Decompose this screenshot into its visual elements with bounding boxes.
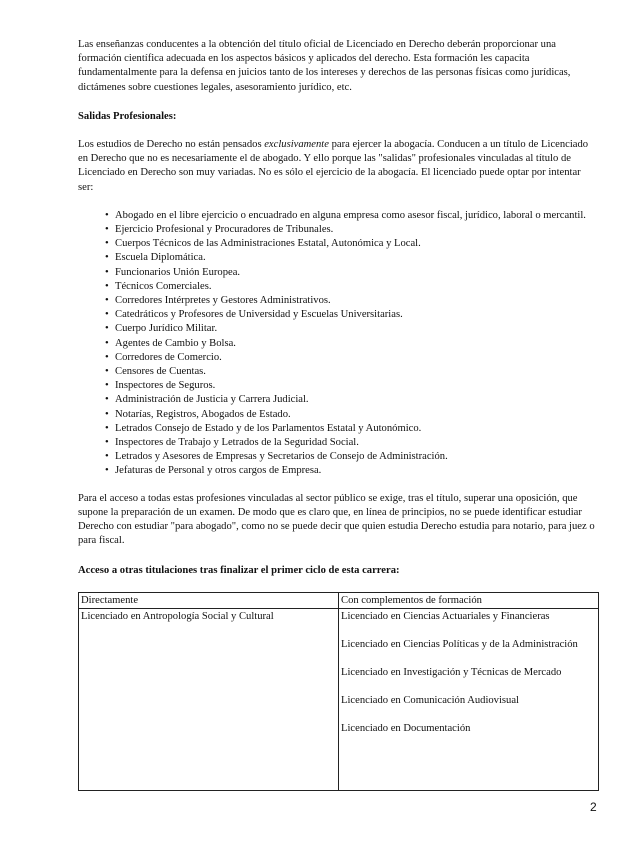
closing-paragraph: Para el acceso a todas estas profesiones vinculadas al sector público se exige, tras el título, superar una oposición, que supone la preparación de un examen. De modo que es claro que, en línea de principios, no se puede identificar estudiar Derecho con estudiar "para abogado", como no se puede decir que quien estudia Derecho estudia para notario, para juez o para fiscal.: [78, 492, 595, 547]
table-header-row: [79, 592, 599, 608]
list-item: • Censores de Cuentas.: [115, 365, 598, 379]
table-cell-item: Licenciado en Documentación: [341, 722, 471, 734]
table-cell-complementos: [339, 608, 599, 790]
table-header-directamente: Directamente: [79, 592, 339, 608]
salidas-heading: Salidas Profesionales:: [78, 110, 177, 122]
table-cell-directamente: [79, 608, 339, 790]
list-item: • Abogado en el libre ejercicio o encuadrado en alguna empresa como asesor fiscal, jurídico, laboral o mercantil.: [115, 209, 598, 223]
table-cell-item: Licenciado en Ciencias Actuariales y Financieras: [341, 610, 550, 622]
salidas-text-after: para ejercer la abogacía. Conducen a un título de Licenciado en Derecho que no es necesariamente el de abogado. Y ello porque las "salidas" profesionales vinculadas al título de Licenciado en Derecho son muy variadas. No es sólo el ejercicio de la abogacía. El licenciado puede optar por intentar ser:: [78, 139, 589, 193]
list-item: • Letrados y Asesores de Empresas y Secretarios de Consejo de Administración.: [115, 450, 598, 464]
acceso-heading: Acceso a otras titulaciones tras finalizar el primer ciclo de esta carrera:: [78, 564, 400, 576]
list-item: • Cuerpo Jurídico Militar.: [115, 322, 598, 336]
list-item: • Administración de Justicia y Carrera Judicial.: [115, 393, 598, 407]
table-cell-item: Licenciado en Antropología Social y Cultural: [81, 610, 274, 622]
table-header-complementos: Con complementos de formación: [339, 592, 599, 608]
professions-list: [78, 209, 598, 479]
page-number: 2: [590, 800, 597, 814]
list-item: • Letrados Consejo de Estado y de los Parlamentos Estatal y Autonómico.: [115, 422, 598, 436]
table-cell-item: Licenciado en Investigación y Técnicas de Mercado: [341, 666, 562, 678]
titulaciones-table: [78, 592, 599, 791]
list-item: • Agentes de Cambio y Bolsa.: [115, 337, 598, 351]
list-item: • Ejercicio Profesional y Procuradores de Tribunales.: [115, 223, 598, 237]
list-item: • Jefaturas de Personal y otros cargos de Empresa.: [115, 464, 598, 478]
salidas-paragraph: [78, 138, 598, 195]
list-item: • Corredores Intérpretes y Gestores Administrativos.: [115, 294, 598, 308]
list-item: • Catedráticos y Profesores de Universidad y Escuelas Universitarias.: [115, 308, 598, 322]
document-page: [78, 38, 598, 791]
list-item: • Cuerpos Técnicos de las Administraciones Estatal, Autonómica y Local.: [115, 237, 598, 251]
list-item: • Corredores de Comercio.: [115, 351, 598, 365]
table-cell-item: Licenciado en Ciencias Políticas y de la Administración: [341, 638, 578, 650]
salidas-text-emphasis: exclusivamente: [264, 139, 329, 151]
list-item: • Notarías, Registros, Abogados de Estado.: [115, 408, 598, 422]
list-item: • Funcionarios Unión Europea.: [115, 266, 598, 280]
list-item: • Técnicos Comerciales.: [115, 280, 598, 294]
table-row: [79, 608, 599, 790]
list-item: • Escuela Diplomática.: [115, 251, 598, 265]
intro-paragraph: Las enseñanzas conducentes a la obtención del título oficial de Licenciado en Derecho deberán proporcionar una formación científica adecuada en los aspectos básicos y aplicados del derecho. Esta formación les capacita fundamentalmente para la defensa en juicios tanto de los intereses y derechos de las personas físicas como jurídicas, dictámenes sobre cuestiones legales, asesoramiento jurídico, etc.: [78, 39, 571, 93]
table-cell-item: Licenciado en Comunicación Audiovisual: [341, 694, 519, 706]
list-item: • Inspectores de Trabajo y Letrados de la Seguridad Social.: [115, 436, 598, 450]
list-item: • Inspectores de Seguros.: [115, 379, 598, 393]
salidas-text-before: Los estudios de Derecho no están pensados: [78, 139, 265, 151]
